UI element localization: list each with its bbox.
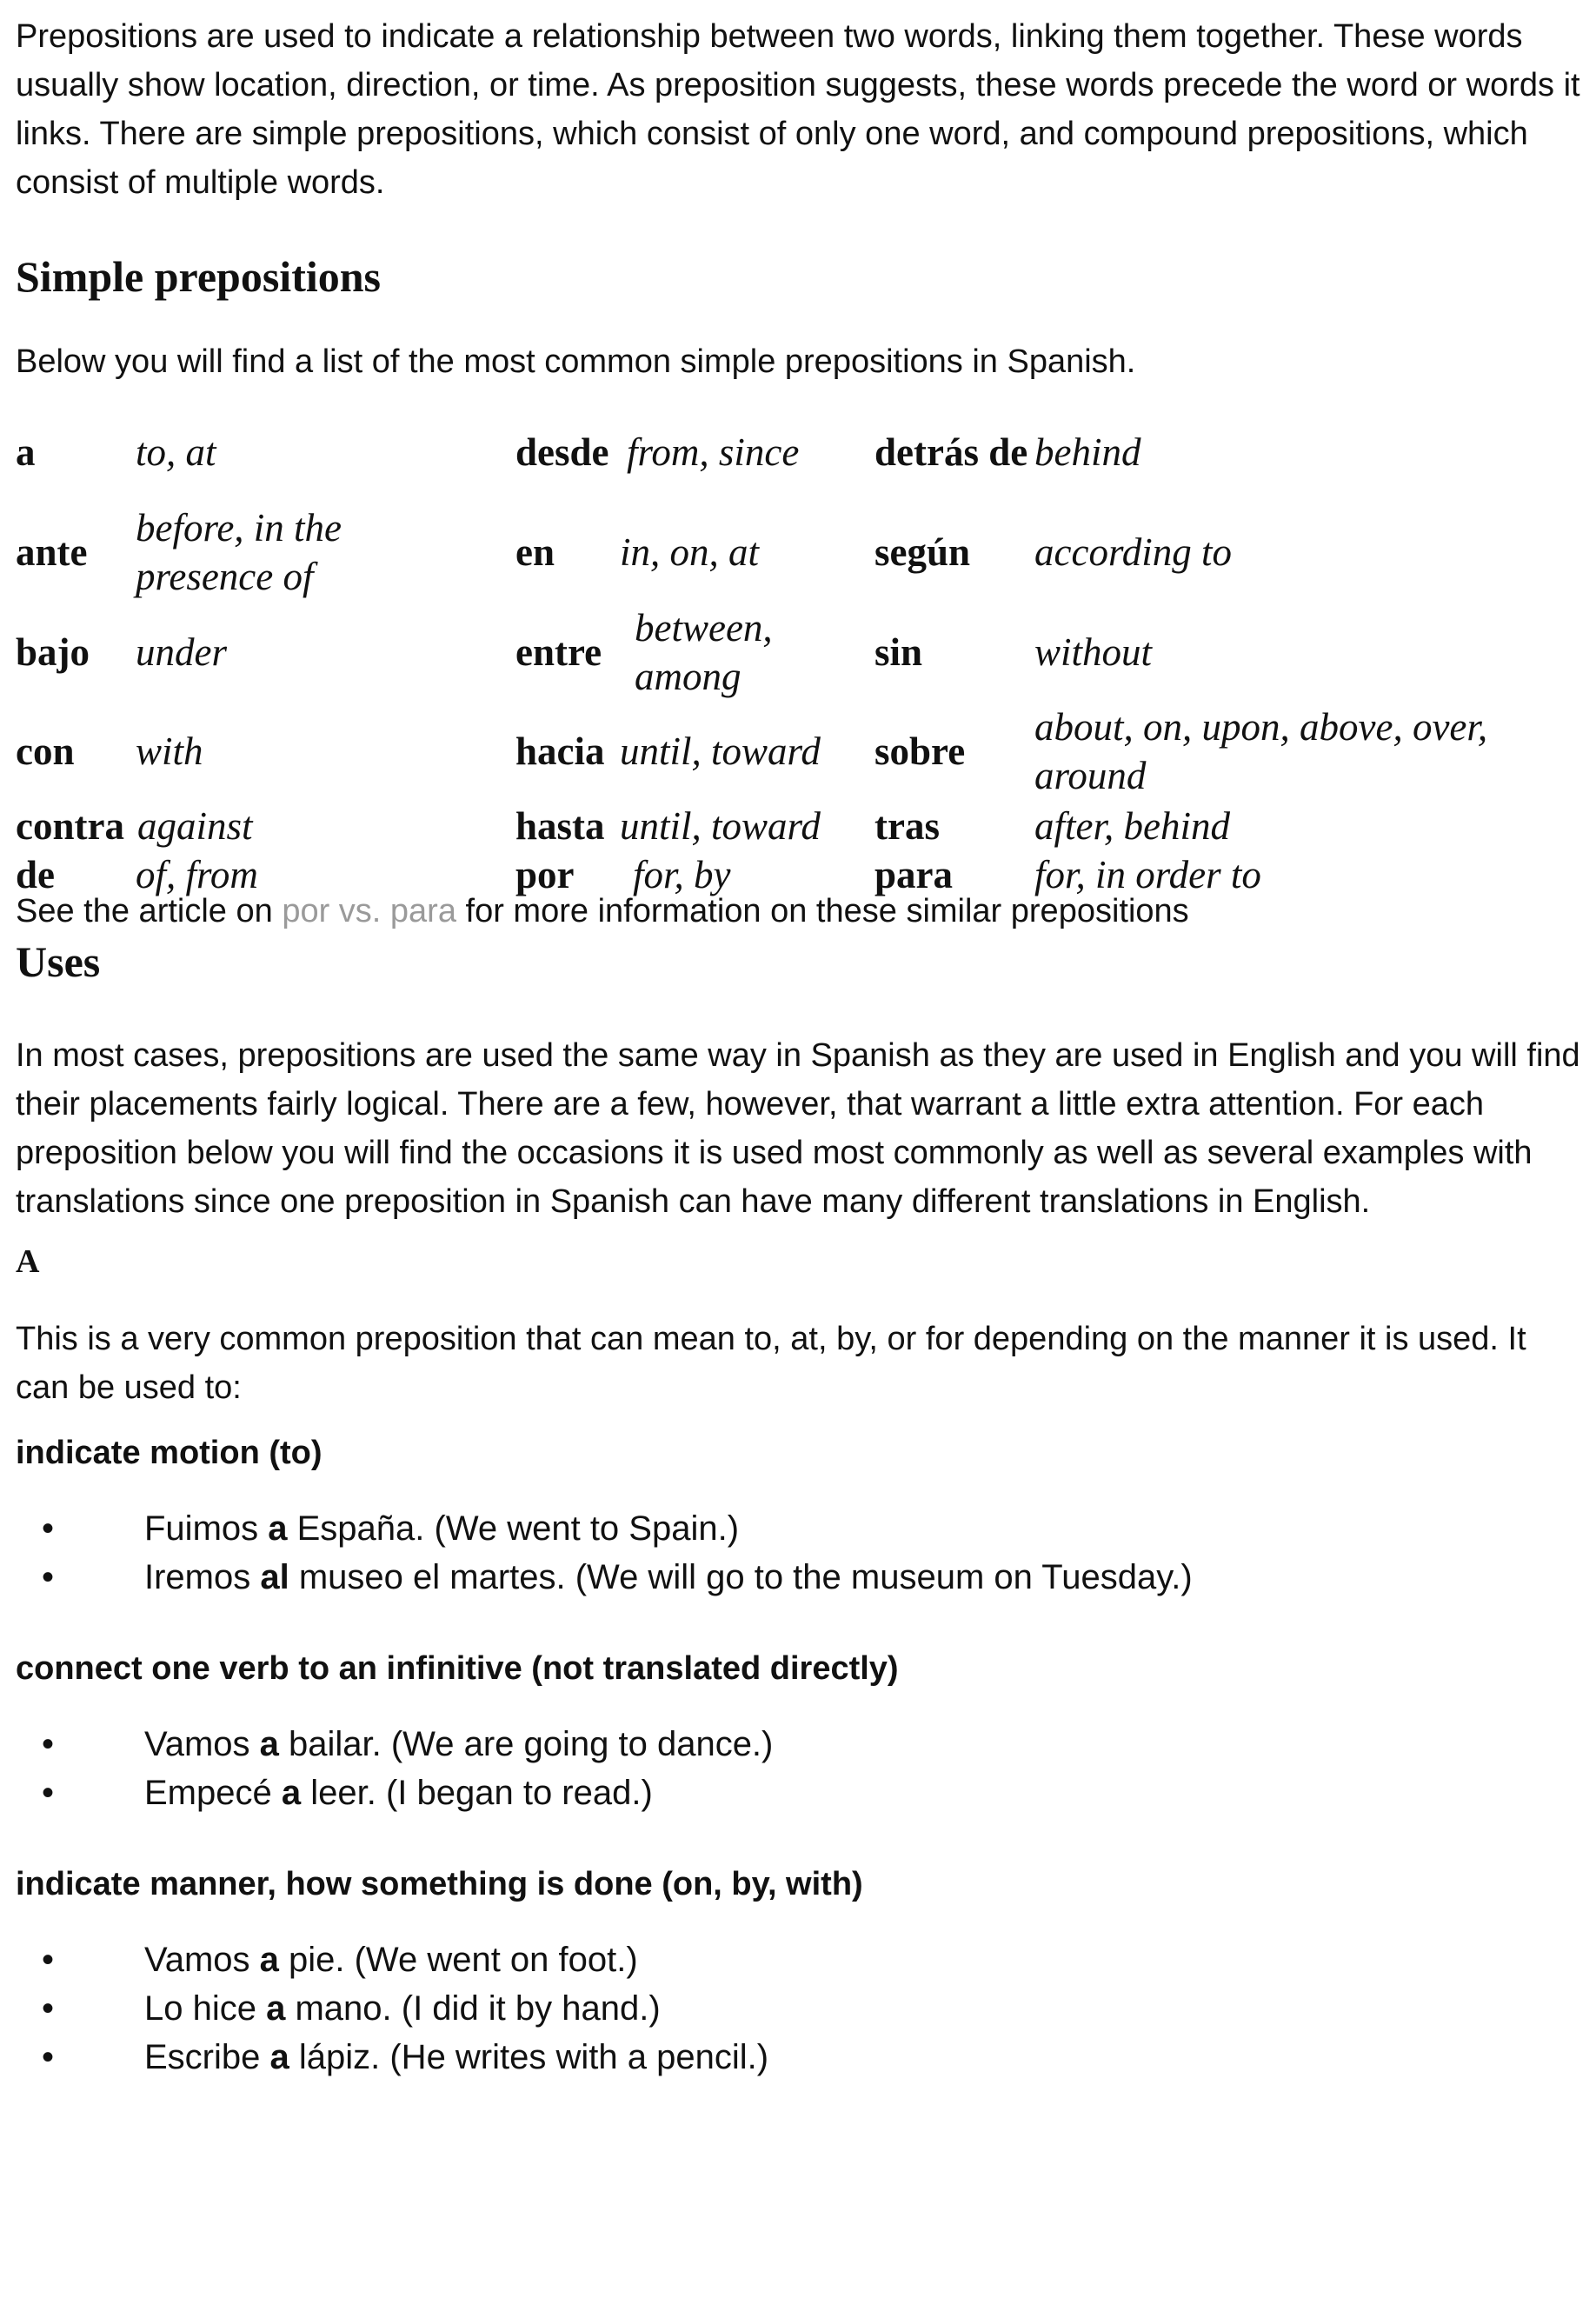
example-text: Escribe [144,2038,270,2076]
prep-word: en [515,530,555,574]
use-heading-infinitive: connect one verb to an infinitive (not translated directly) [16,1650,899,1687]
prep-word: ante [16,530,88,574]
example-text: Vamos [144,1941,260,1979]
prep-meaning: without [1034,630,1153,674]
example-item [16,1504,1580,1553]
example-translation: lápiz. (He writes with a pencil.) [289,2038,769,2076]
bullet-icon: • [42,1558,55,1596]
prep-meaning: for, by [633,853,731,896]
example-preposition: a [259,1725,279,1763]
prep-word: para [874,853,953,896]
prep-meaning: in, on, at [620,530,760,574]
example-translation: mano. (I did it by hand.) [285,1989,661,2028]
example-item [16,1553,1580,1602]
example-translation: España. (We went to Spain.) [287,1509,740,1548]
use-heading-motion: indicate motion (to) [16,1435,323,1471]
prep-meaning: to, at [136,430,216,474]
bullet-icon: • [42,1725,55,1763]
examples-list [16,1720,1580,1817]
simple-prepositions-heading: Simple prepositions [16,252,381,301]
example-preposition: al [260,1558,289,1596]
prep-word: de [16,853,55,896]
prep-word: por [515,853,575,896]
example-text: Vamos [144,1725,260,1763]
example-item [16,1935,1580,1984]
prep-word: hasta [515,804,605,848]
bullet-icon: • [42,2038,55,2076]
prep-meaning: for, in order to [1034,853,1261,896]
prep-meaning: about, on, upon, above, over, around [1034,705,1488,797]
prep-word: contra [16,804,124,848]
examples-list [16,1935,1580,2082]
prep-meaning: behind [1034,430,1141,474]
bullet-icon: • [42,1774,55,1812]
bullet-icon: • [42,1989,55,2028]
example-translation: bailar. (We are going to dance.) [278,1725,774,1763]
prepositions-table [16,403,1580,896]
example-text: Empecé [144,1774,282,1812]
example-item [16,2033,1580,2082]
por-para-link[interactable]: por vs. para [282,893,456,929]
note-text-after: for more information on these similar prepositions [456,893,1189,929]
prep-row [16,802,1580,850]
prep-word: bajo [16,630,90,674]
examples-list [16,1504,1580,1602]
prep-row [16,850,1580,899]
example-item [16,1720,1580,1769]
note-text-before: See the article on [16,893,283,929]
prep-meaning: before, in the presence of [136,506,342,598]
prep-word: desde [515,430,609,474]
example-text: Fuimos [144,1509,269,1548]
prep-meaning: with [136,729,203,773]
example-preposition: a [266,1989,286,2028]
intro-paragraph: Prepositions are used to indicate a relationship between two words, linking them together. These words usually show location, direction, or time. As preposition suggests, these words precede the word or words it links. There are simple prepositions, which consist of only one word, and compound prepositions, which consist of multiple words. [16,18,1580,201]
prep-meaning: under [136,630,227,674]
example-preposition: a [259,1941,279,1979]
prep-meaning: between, among [635,606,773,698]
example-text: Iremos [144,1558,261,1596]
example-preposition: a [269,2038,289,2076]
example-translation: leer. (I began to read.) [301,1774,653,1812]
example-preposition: a [281,1774,302,1812]
prep-word: sobre [874,729,966,773]
example-translation: museo el martes. (We will go to the museum on Tuesday.) [289,1558,1193,1596]
example-text: Lo hice [144,1989,267,2028]
prep-row [16,403,1580,501]
prep-meaning: from, since [627,430,800,474]
prep-word: hacia [515,729,605,773]
prep-meaning: of, from [136,853,258,896]
prep-row [16,701,1580,802]
preposition-a-description: This is a very common preposition that can mean to, at, by, or for depending on the manner it is used. It can be used to: [16,1321,1526,1406]
preposition-a-heading: A [16,1243,40,1280]
prep-word: tras [874,804,940,848]
example-item [16,1984,1580,2033]
prep-word: entre [515,630,602,674]
prep-meaning: after, behind [1034,804,1230,848]
prep-word: detrás de [874,430,1028,474]
prep-word: a [16,430,36,474]
prep-meaning: against [137,804,253,848]
prep-word: según [874,530,971,574]
prep-word: sin [874,630,923,674]
prep-meaning: until, toward [620,804,821,848]
use-heading-manner: indicate manner, how something is done (on, by, with) [16,1866,863,1902]
bullet-icon: • [42,1941,55,1979]
uses-paragraph: In most cases, prepositions are used the same way in Spanish as they are used in English and you will find their placements fairly logical. There are a few, however, that warrant a little extra attention. For each preposition below you will find the occasions it is used most commonly as well as several examples with translations since one preposition in Spanish can have many different translations in English. [16,1037,1580,1220]
simple-prepositions-description: Below you will find a list of the most common simple prepositions in Spanish. [16,343,1136,380]
bullet-icon: • [42,1509,55,1548]
prep-meaning: until, toward [620,729,821,773]
prep-row [16,501,1580,603]
prep-row [16,603,1580,701]
uses-heading: Uses [16,937,101,986]
example-translation: pie. (We went on foot.) [278,1941,638,1979]
example-preposition: a [268,1509,288,1548]
prep-meaning: according to [1034,530,1233,574]
example-item [16,1769,1580,1817]
prep-word: con [16,729,75,773]
